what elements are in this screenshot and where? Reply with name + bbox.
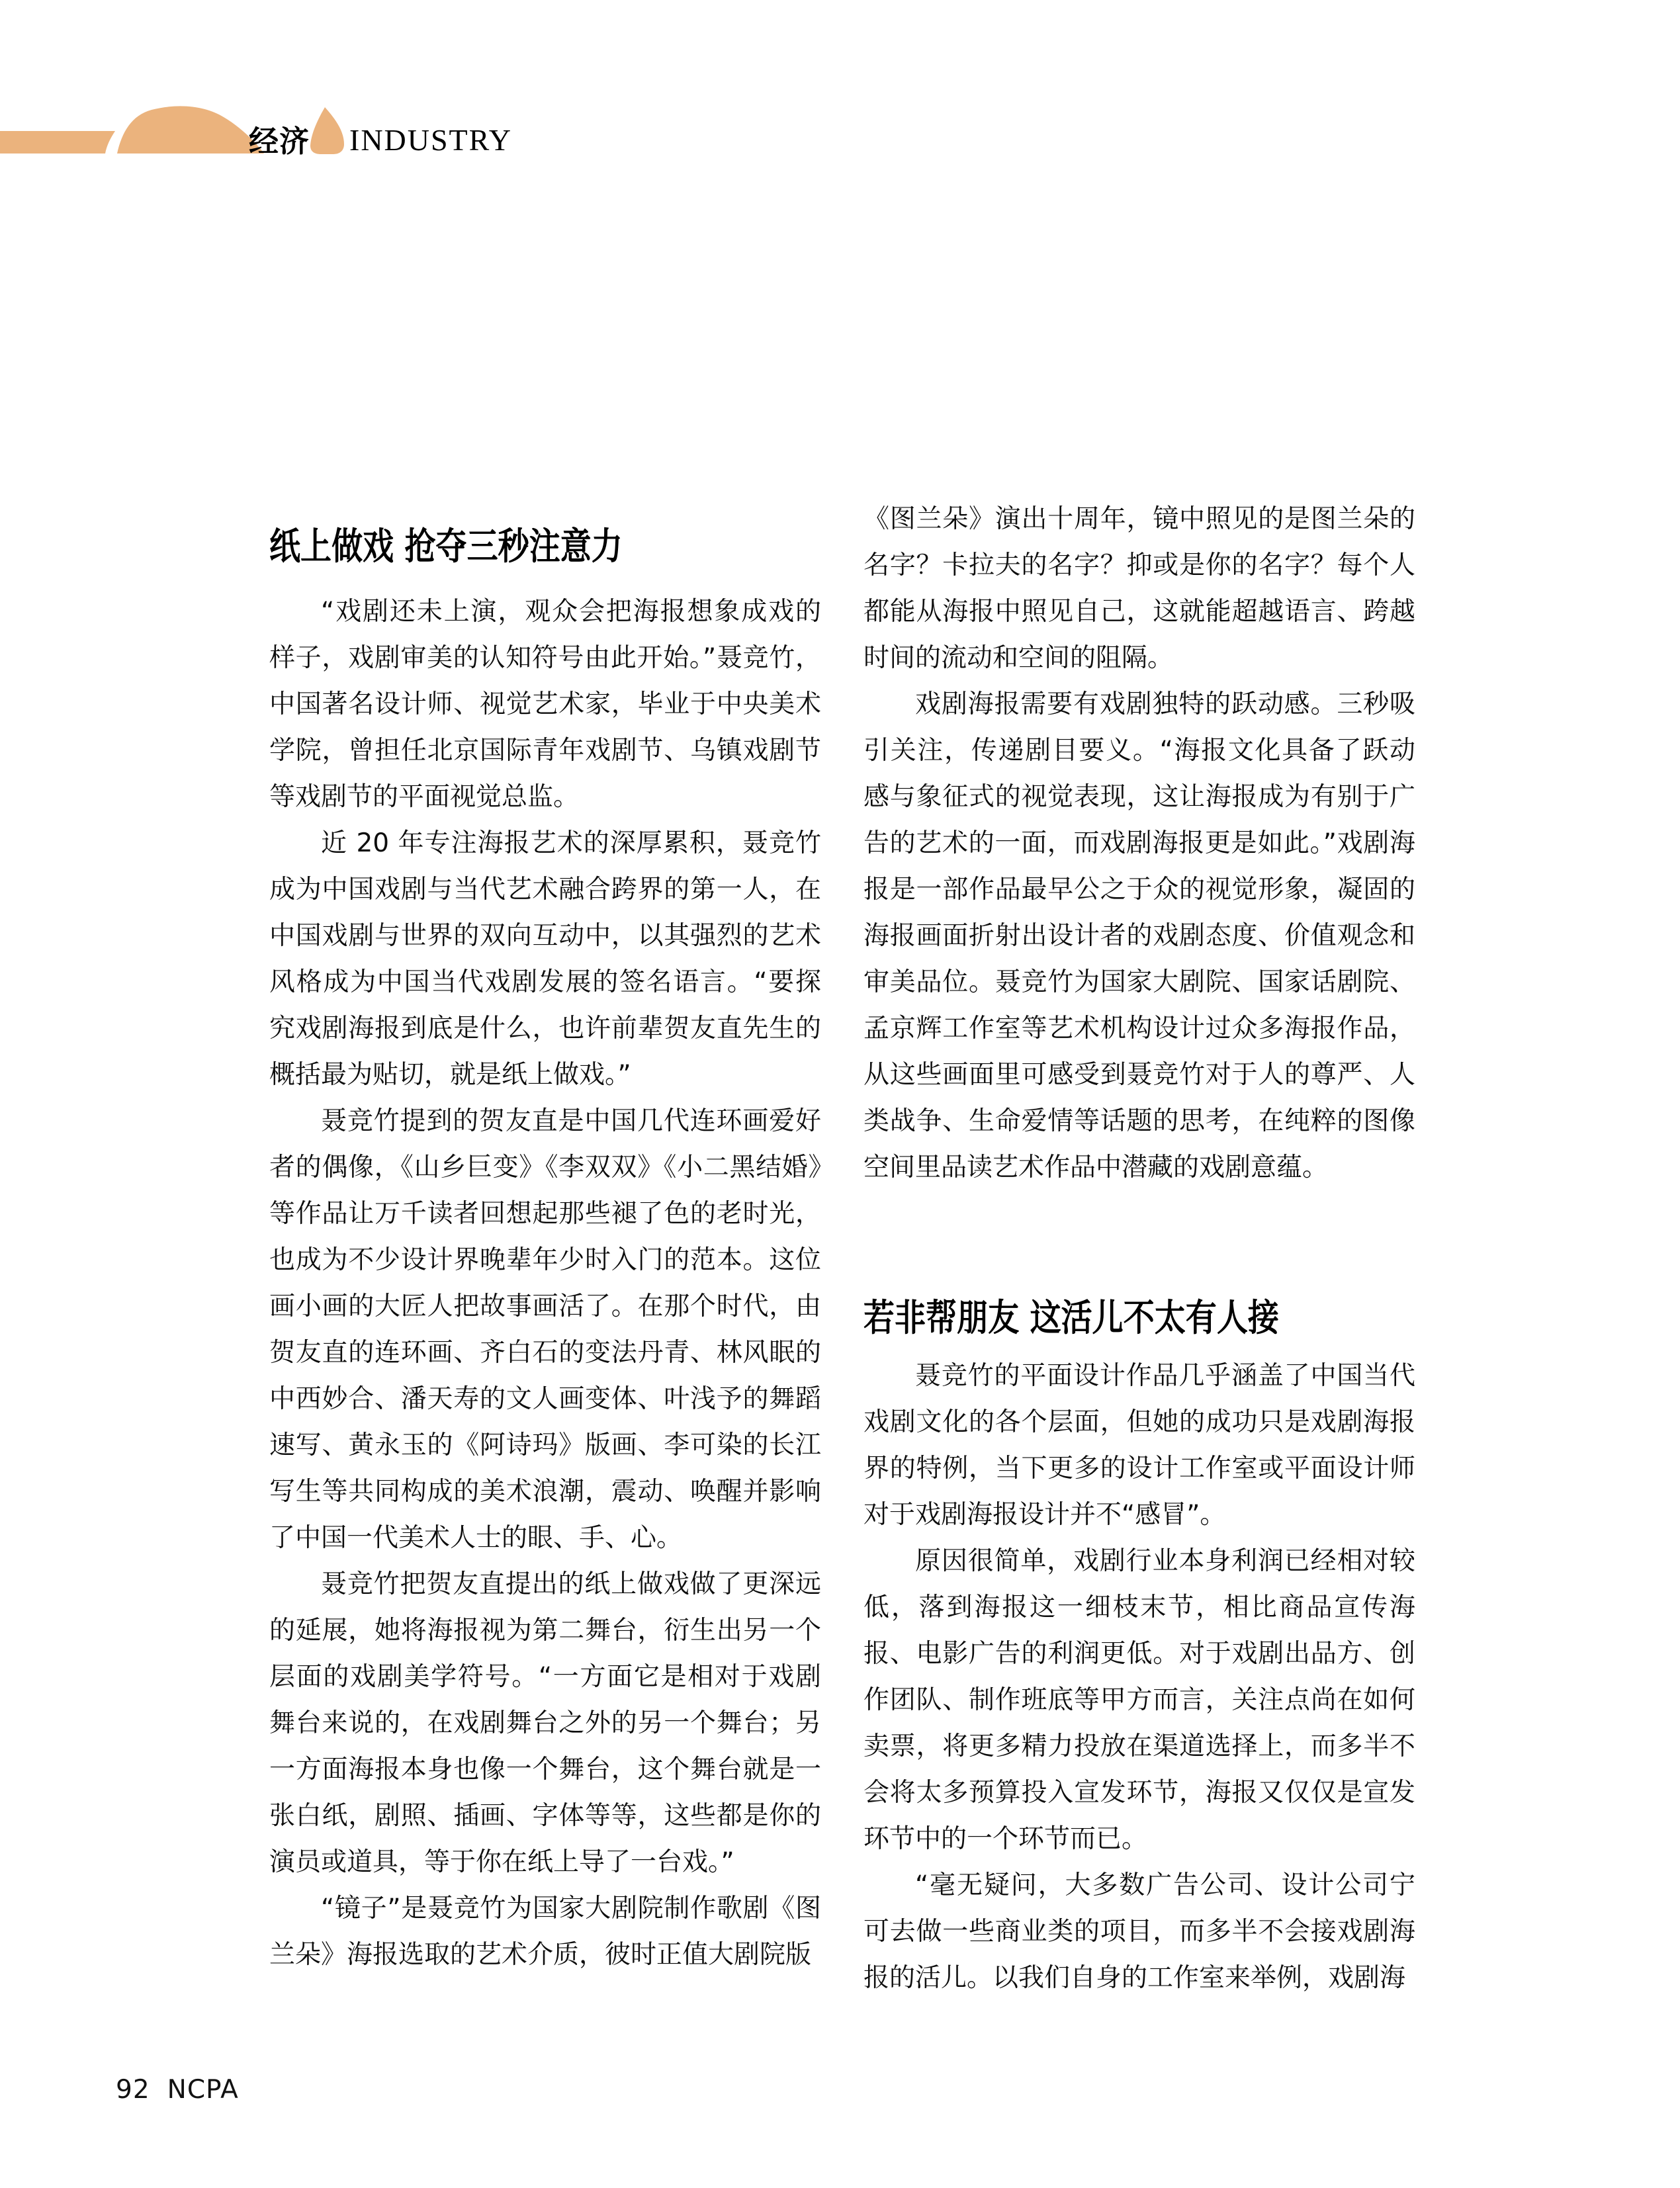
- left-paragraph-2: 近 20 年专注海报艺术的深厚累积，聂竞竹成为中国戏剧与当代艺术融合跨界的第一人，在中国戏剧与世界的双向互动中，以其强烈的艺术风格成为中国当代戏剧发展的签名语言。“要探究戏剧海报到底是什么，也许前辈贺友直先生的概括最为贴切，就是纸上做戏。”: [269, 828, 821, 1090]
- section-label-en: INDUSTRY: [349, 123, 513, 157]
- footer-brand: NCPA: [167, 2075, 239, 2105]
- left-paragraph-1: “戏剧还未上演，观众会把海报想象成戏的样子，戏剧审美的认知符号由此开始。”聂竞竹，中国著名设计师、视觉艺术家，毕业于中央美术学院，曾担任北京国际青年戏剧节、乌镇戏剧节等戏剧节的平面视觉总监。: [269, 597, 821, 812]
- ribbon-swoosh-icon: [310, 107, 344, 154]
- ribbon-hill-shape: [117, 106, 264, 153]
- right-paragraph-1: 《图兰朵》演出十周年，镜中照见的是图兰朵的名字？卡拉夫的名字？抑或是你的名字？每个人都能从海报中照见自己，这就能超越语言、跨越时间的流动和空间的阻隔。: [863, 504, 1415, 673]
- right-column-bottom: [863, 1353, 1415, 2001]
- right-paragraph-3: 聂竞竹的平面设计作品几乎涵盖了中国当代戏剧文化的各个层面，但她的成功只是戏剧海报界的特例，当下更多的设计工作室或平面设计师对于戏剧海报设计并不“感冒”。: [863, 1361, 1415, 1530]
- section-ribbon-graphic: [0, 0, 529, 198]
- left-column: [269, 589, 821, 1978]
- article-heading-2: 若非帮朋友 这活儿不太有人接: [863, 1297, 1279, 1340]
- section-label-cn: 经济: [249, 124, 310, 159]
- left-paragraph-5: “镜子”是聂竞竹为国家大剧院制作歌剧《图兰朵》海报选取的艺术介质，彼时正值大剧院版: [269, 1894, 821, 1970]
- right-paragraph-2: 戏剧海报需要有戏剧独特的跃动感。三秒吸引关注，传递剧目要义。“海报文化具备了跃动感与象征式的视觉表现，这让海报成为有别于广告的艺术的一面，而戏剧海报更是如此。”戏剧海报是一部作品最早公之于众的视觉形象，凝固的海报画面折射出设计者的戏剧态度、价值观念和审美品位。聂竞竹为国家大剧院、国家话剧院、孟京辉工作室等艺术机构设计过众多海报作品，从这些画面里可感受到聂竞竹对于人的尊严、人类战争、生命爱情等话题的思考，在纯粹的图像空间里品读艺术作品中潜藏的戏剧意蕴。: [863, 689, 1415, 1182]
- page-footer: [116, 2075, 239, 2105]
- left-paragraph-4: 聂竞竹把贺友直提出的纸上做戏做了更深远的延展，她将海报视为第二舞台，衍生出另一个层面的戏剧美学符号。“一方面它是相对于戏剧舞台来说的，在戏剧舞台之外的另一个舞台；另一方面海报本身也像一个舞台，这个舞台就是一张白纸，剧照、插画、字体等等，这些都是你的演员或道具，等于你在纸上导了一台戏。”: [269, 1569, 821, 1877]
- left-paragraph-3: 聂竞竹提到的贺友直是中国几代连环画爱好者的偶像，《山乡巨变》《李双双》《小二黑结婚》等作品让万千读者回想起那些褪了色的老时光，也成为不少设计界晚辈年少时入门的范本。这位画小画的大匠人把故事画活了。在那个时代，由贺友直的连环画、齐白石的变法丹青、林风眠的中西妙合、潘天寿的文人画变体、叶浅予的舞蹈速写、黄永玉的《阿诗玛》版画、李可染的长江写生等共同构成的美术浪潮，震动、唤醒并影响了中国一代美术人士的眼、手、心。: [269, 1106, 821, 1553]
- page-number: 92: [116, 2075, 150, 2105]
- article-heading-1: 纸上做戏 抢夺三秒注意力: [269, 525, 623, 569]
- right-column-top: [863, 496, 1415, 1191]
- ribbon-bar-shape: [0, 131, 115, 153]
- right-paragraph-5: “毫无疑问，大多数广告公司、设计公司宁可去做一些商业类的项目，而多半不会接戏剧海报的活儿。以我们自身的工作室来举例，戏剧海: [863, 1870, 1415, 1993]
- right-paragraph-4: 原因很简单，戏剧行业本身利润已经相对较低，落到海报这一细枝末节，相比商品宣传海报、电影广告的利润更低。对于戏剧出品方、创作团队、制作班底等甲方而言，关注点尚在如何卖票，将更多精力投放在渠道选择上，而多半不会将太多预算投入宣发环节，海报又仅仅是宣发环节中的一个环节而已。: [863, 1546, 1415, 1854]
